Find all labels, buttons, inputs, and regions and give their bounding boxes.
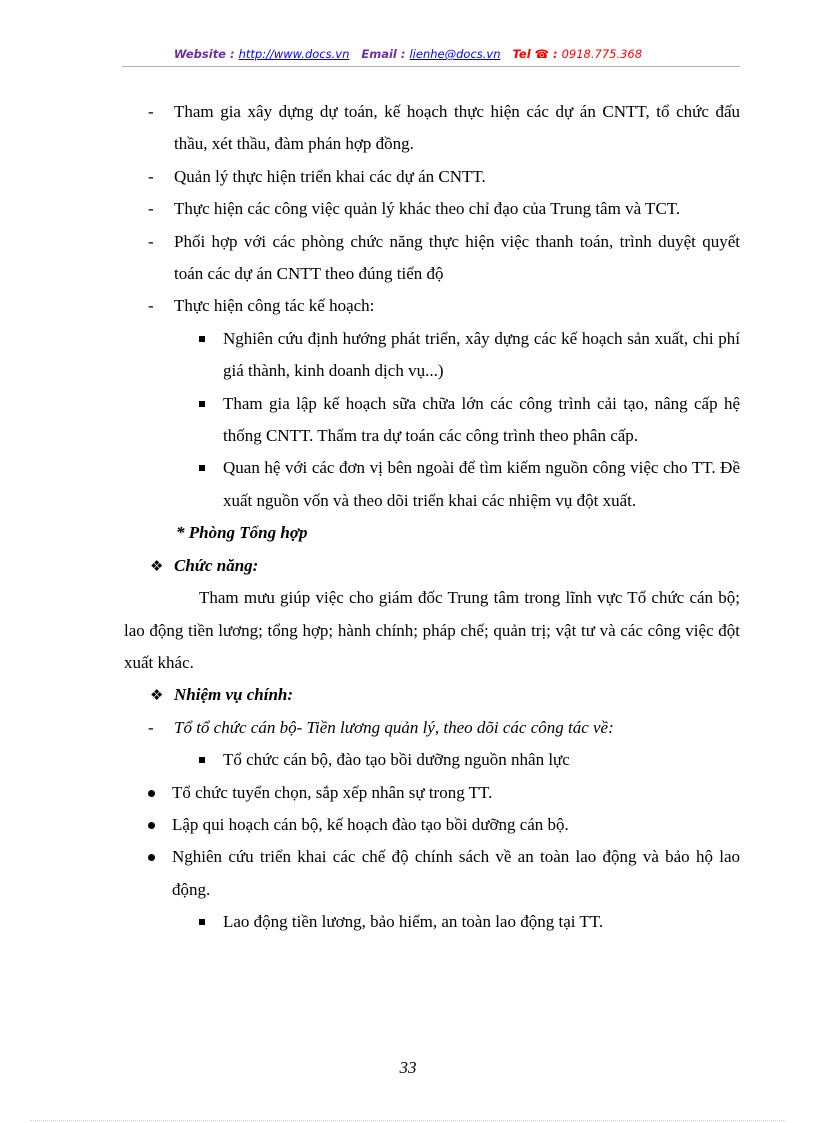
list-item-text: Tổ chức cán bộ, đào tạo bồi dưỡng nguồn nhân lực: [223, 750, 570, 770]
page-header: [0, 47, 816, 61]
square-bullet-icon: [199, 757, 205, 763]
list-item-text: Nghiên cứu định hướng phát triển, xây dựng các kế hoạch sản xuất, chi phí giá thành, kinh doanh dịch vụ...): [223, 328, 740, 381]
list-item: [0, 193, 816, 225]
list-item-text: Tổ chức tuyển chọn, sắp xếp nhân sự trong TT.: [172, 782, 493, 802]
website-label: Website :: [173, 47, 239, 61]
diamond-bullet-icon: ❖: [150, 686, 164, 705]
square-bullet-icon: [199, 465, 205, 471]
list-item-text: Thực hiện công tác kế hoạch:: [174, 296, 375, 316]
dash-bullet: -: [148, 199, 154, 219]
list-item-text: Quan hệ với các đơn vị bên ngoài để tìm kiếm nguồn công việc cho TT. Đề xuất nguồn vốn và theo dõi triển khai các nhiệm vụ đột xuất.: [223, 458, 740, 510]
dot-list-item: [0, 777, 816, 809]
section-heading: * Phòng Tổng hợp: [176, 523, 308, 543]
header-divider: [122, 66, 740, 67]
website-link[interactable]: http://www.docs.vn: [238, 47, 350, 61]
list-item: [0, 96, 816, 161]
list-item-text: Nghiên cứu triển khai các chế độ chính sách về an toàn lao động và bảo hộ lao động.: [172, 847, 740, 899]
heading-text: Nhiệm vụ chính:: [174, 685, 294, 705]
dash-bullet: -: [148, 296, 154, 316]
list-item-text: Phối hợp với các phòng chức năng thực hiện việc thanh toán, trình duyệt quyết toán các dự án CNTT theo đúng tiến độ: [174, 231, 740, 284]
page-number: 33: [399, 1058, 417, 1077]
list-item: [0, 712, 816, 744]
email-label: Email :: [361, 47, 410, 61]
diamond-bullet-icon: ❖: [150, 556, 164, 575]
list-item: [0, 290, 816, 322]
dot-list-item: [0, 841, 816, 906]
tel-number: 0918.775.368: [561, 47, 643, 61]
tel-label: Tel ☎ :: [512, 47, 562, 61]
dot-bullet-icon: [148, 790, 155, 797]
square-bullet-icon: [199, 336, 205, 342]
square-bullet-icon: [199, 401, 205, 407]
dash-bullet: -: [148, 231, 154, 251]
list-item-text: Lập qui hoạch cán bộ, kế hoạch đào tạo bồi dưỡng cán bộ.: [172, 814, 569, 834]
list-item-text: Tham gia xây dựng dự toán, kế hoạch thực hiện các dự án CNTT, tổ chức đấu thầu, xét thầu, đàm phán hợp đồng.: [174, 102, 740, 154]
list-item-text: Tổ tổ chức cán bộ- Tiền lương quản lý, theo dõi các công tác về:: [174, 717, 614, 737]
dash-bullet: -: [148, 166, 154, 186]
subsection-heading: [0, 550, 816, 582]
sub-list-item: [0, 323, 816, 388]
dash-bullet: -: [148, 102, 154, 121]
list-item-text: Lao động tiền lương, bảo hiểm, an toàn lao động tại TT.: [223, 912, 604, 932]
list-item-text: Thực hiện các công việc quản lý khác theo chỉ đạo của Trung tâm và TCT.: [174, 199, 681, 219]
sub-list-item: [0, 744, 816, 776]
square-bullet-icon: [199, 919, 205, 925]
dash-bullet: -: [148, 717, 154, 737]
subsection-heading: [0, 679, 816, 711]
list-item: [0, 226, 816, 291]
paragraph: Tham mưu giúp việc cho giám đốc Trung tâm trong lĩnh vực Tổ chức cán bộ; lao động tiền lương; tổng hợp; hành chính; pháp chế; quản trị; vật tư và các công việc đột xuất khác.: [124, 588, 740, 672]
heading-text: Chức năng:: [174, 555, 259, 575]
sub-list-item: [0, 906, 816, 938]
dot-list-item: [0, 809, 816, 841]
document-body: [0, 96, 816, 939]
footer-divider: [30, 1120, 786, 1121]
dot-bullet-icon: [148, 854, 155, 861]
list-item-text: Tham gia lập kế hoạch sữa chữa lớn các công trình cải tạo, nâng cấp hệ thống CNTT. Thẩm tra dự toán các công trình theo phân cấp.: [223, 393, 740, 446]
email-link[interactable]: lienhe@docs.vn: [409, 47, 501, 61]
dot-bullet-icon: [148, 822, 155, 829]
sub-list-item: [0, 388, 816, 453]
list-item: [0, 161, 816, 193]
list-item-text: Quản lý thực hiện triển khai các dự án CNTT.: [174, 166, 486, 186]
sub-list-item: [0, 452, 816, 517]
